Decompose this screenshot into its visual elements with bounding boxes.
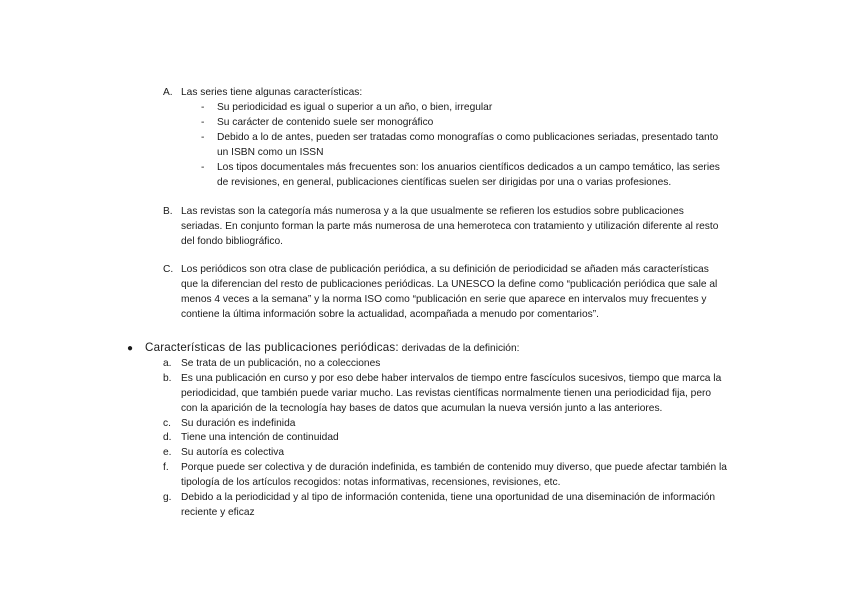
section-b-marker: B.: [163, 206, 173, 217]
section-a-bullet-2: Su carácter de contenido suele ser monográfico: [217, 117, 434, 128]
item-b-marker: b.: [163, 373, 172, 384]
section-b-line-1: Las revistas son la categoría más numerosa y a la que usualmente se refieren los estudios sobre publicaciones: [181, 206, 684, 217]
section-a-bullet-3-line-2: un ISBN como un ISSN: [217, 147, 324, 158]
item-d-marker: d.: [163, 432, 172, 443]
section-a-bullet-4-line-1: Los tipos documentales más frecuentes son: los anuarios científicos dedicados a un campo temático, las series: [217, 162, 720, 173]
item-a-marker: a.: [163, 358, 172, 369]
item-e-text: Su autoría es colectiva: [181, 447, 285, 458]
section-a-bullet-3-line-1: Debido a lo de antes, pueden ser tratadas como monografías o como publicaciones seriadas, presentado tanto: [217, 132, 719, 143]
dash-marker: -: [201, 117, 205, 128]
dash-marker: -: [201, 102, 205, 113]
section-a-intro: Las series tiene algunas características:: [181, 87, 363, 98]
item-f-line-1: Porque puede ser colectiva y de duración indefinida, es también de contenido muy diverso, que puede afectar también la: [181, 462, 727, 473]
dash-marker: -: [201, 132, 205, 143]
item-c-marker: c.: [163, 418, 171, 429]
item-f-line-2: tipología de los artículos recogidos: notas informativas, recensiones, revisiones, etc.: [181, 477, 561, 488]
item-d-text: Tiene una intención de continuidad: [181, 432, 339, 443]
item-b-line-3: con la aparición de la tecnología hay bases de datos que acumulan la nueva versión junto a las anteriores.: [181, 403, 663, 414]
section-a-bullet-4-line-2: de revisiones, en general, publicaciones científicas suelen ser dirigidas por una o varias profesiones.: [217, 177, 672, 188]
section-b-line-3: del fondo bibliográfico.: [181, 236, 283, 247]
caracteristicas-heading-line: [145, 340, 519, 356]
bullet-dot-icon: ●: [127, 343, 134, 354]
section-c-line-2: que la diferencian del resto de publicaciones periódicas. La UNESCO la define como “publicación periódica que sale al: [181, 279, 718, 290]
item-a-text: Se trata de un publicación, no a colecciones: [181, 358, 381, 369]
section-a-marker: A.: [163, 87, 173, 98]
item-f-marker: f.: [163, 462, 169, 473]
section-c-line-1: Los periódicos son otra clase de publicación periódica, a su definición de periodicidad se añaden más características: [181, 264, 709, 275]
item-g-line-1: Debido a la periodicidad y al tipo de información contenida, tiene una oportunidad de una diseminación de información: [181, 492, 716, 503]
item-g-line-2: reciente y eficaz: [181, 507, 255, 518]
section-c-line-4: contiene la última información sobre la actualidad, acompañada a menudo por comentarios”.: [181, 309, 599, 320]
item-e-marker: e.: [163, 447, 172, 458]
item-g-marker: g.: [163, 492, 172, 503]
section-c-marker: C.: [163, 264, 174, 275]
caracteristicas-heading-suffix: derivadas de la definición:: [398, 343, 520, 354]
section-c-line-3: menos 4 veces a la semana” y la norma ISO como “publicación en serie que aparece en intervalos muy frecuentes y: [181, 294, 707, 305]
section-b-line-2: seriadas. En conjunto forman la parte más numerosa de una hemeroteca con tratamiento y utilización diferente al resto: [181, 221, 719, 232]
item-c-text: Su duración es indefinida: [181, 418, 296, 429]
item-b-line-2: periodicidad, que también puede variar mucho. Las revistas científicas normalmente tienen una periodicidad fija, pero: [181, 388, 712, 399]
item-b-line-1: Es una publicación en curso y por eso debe haber intervalos de tiempo entre fascículos sucesivos, tiempo que marca la: [181, 373, 722, 384]
section-a-bullet-1: Su periodicidad es igual o superior a un año, o bien, irregular: [217, 102, 493, 113]
dash-marker: -: [201, 162, 205, 173]
caracteristicas-heading: Características de las publicaciones periódicas:: [145, 341, 399, 354]
